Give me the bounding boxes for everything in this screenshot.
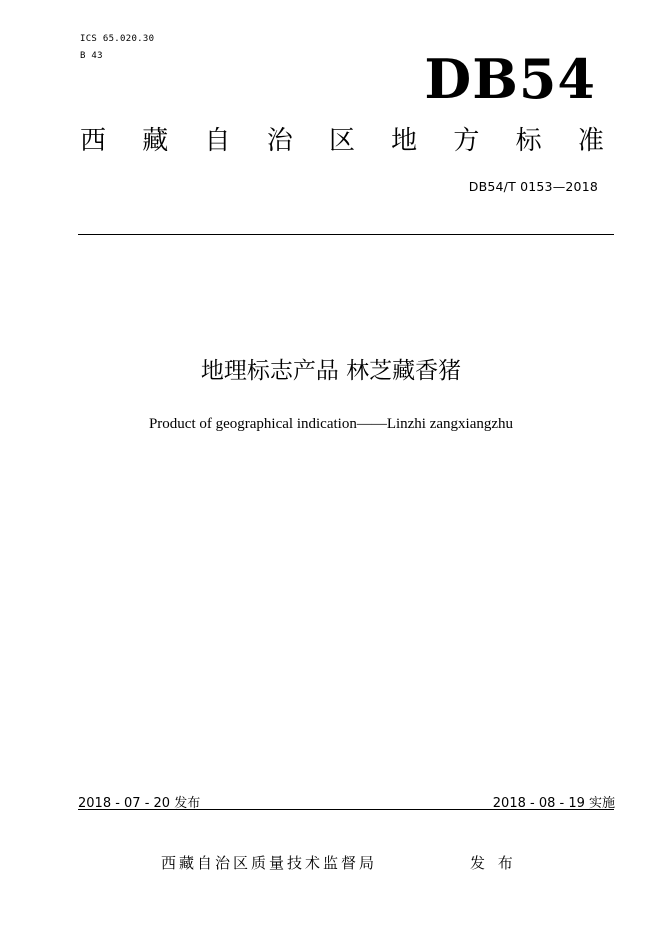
issue-label: 发 布 [470, 854, 517, 872]
standard-type-char: 标 [515, 126, 542, 156]
ccs-code: B 43 [80, 51, 103, 61]
header-divider [78, 234, 614, 235]
standard-type-title [80, 128, 604, 154]
standard-type-char: 方 [453, 126, 480, 156]
standard-number: DB54/T 0153—2018 [468, 179, 598, 194]
document-title: 地理标志产品 林芝藏香猪 [200, 358, 462, 384]
standard-type-char: 治 [266, 126, 293, 156]
standard-type-char: 区 [328, 126, 355, 156]
issuing-authority: 西藏自治区质量技术监督局 [161, 854, 378, 872]
implementation-date: 2018 - 08 - 19 实施 [492, 796, 615, 811]
standard-type-char: 地 [391, 126, 418, 156]
issue-date: 2018 - 07 - 20 发布 [78, 796, 201, 811]
standard-type-char: 准 [577, 126, 604, 156]
standard-type-char: 藏 [142, 126, 169, 156]
standard-type-char: 自 [204, 126, 231, 156]
ics-code: ICS 65.020.30 [80, 34, 155, 44]
document-title-english: Product of geographical indication——Linzhi zangxiangzhu [148, 416, 514, 432]
standard-logo: DB54 [424, 47, 596, 111]
footer-divider [78, 809, 614, 810]
standard-type-char: 西 [80, 126, 107, 156]
